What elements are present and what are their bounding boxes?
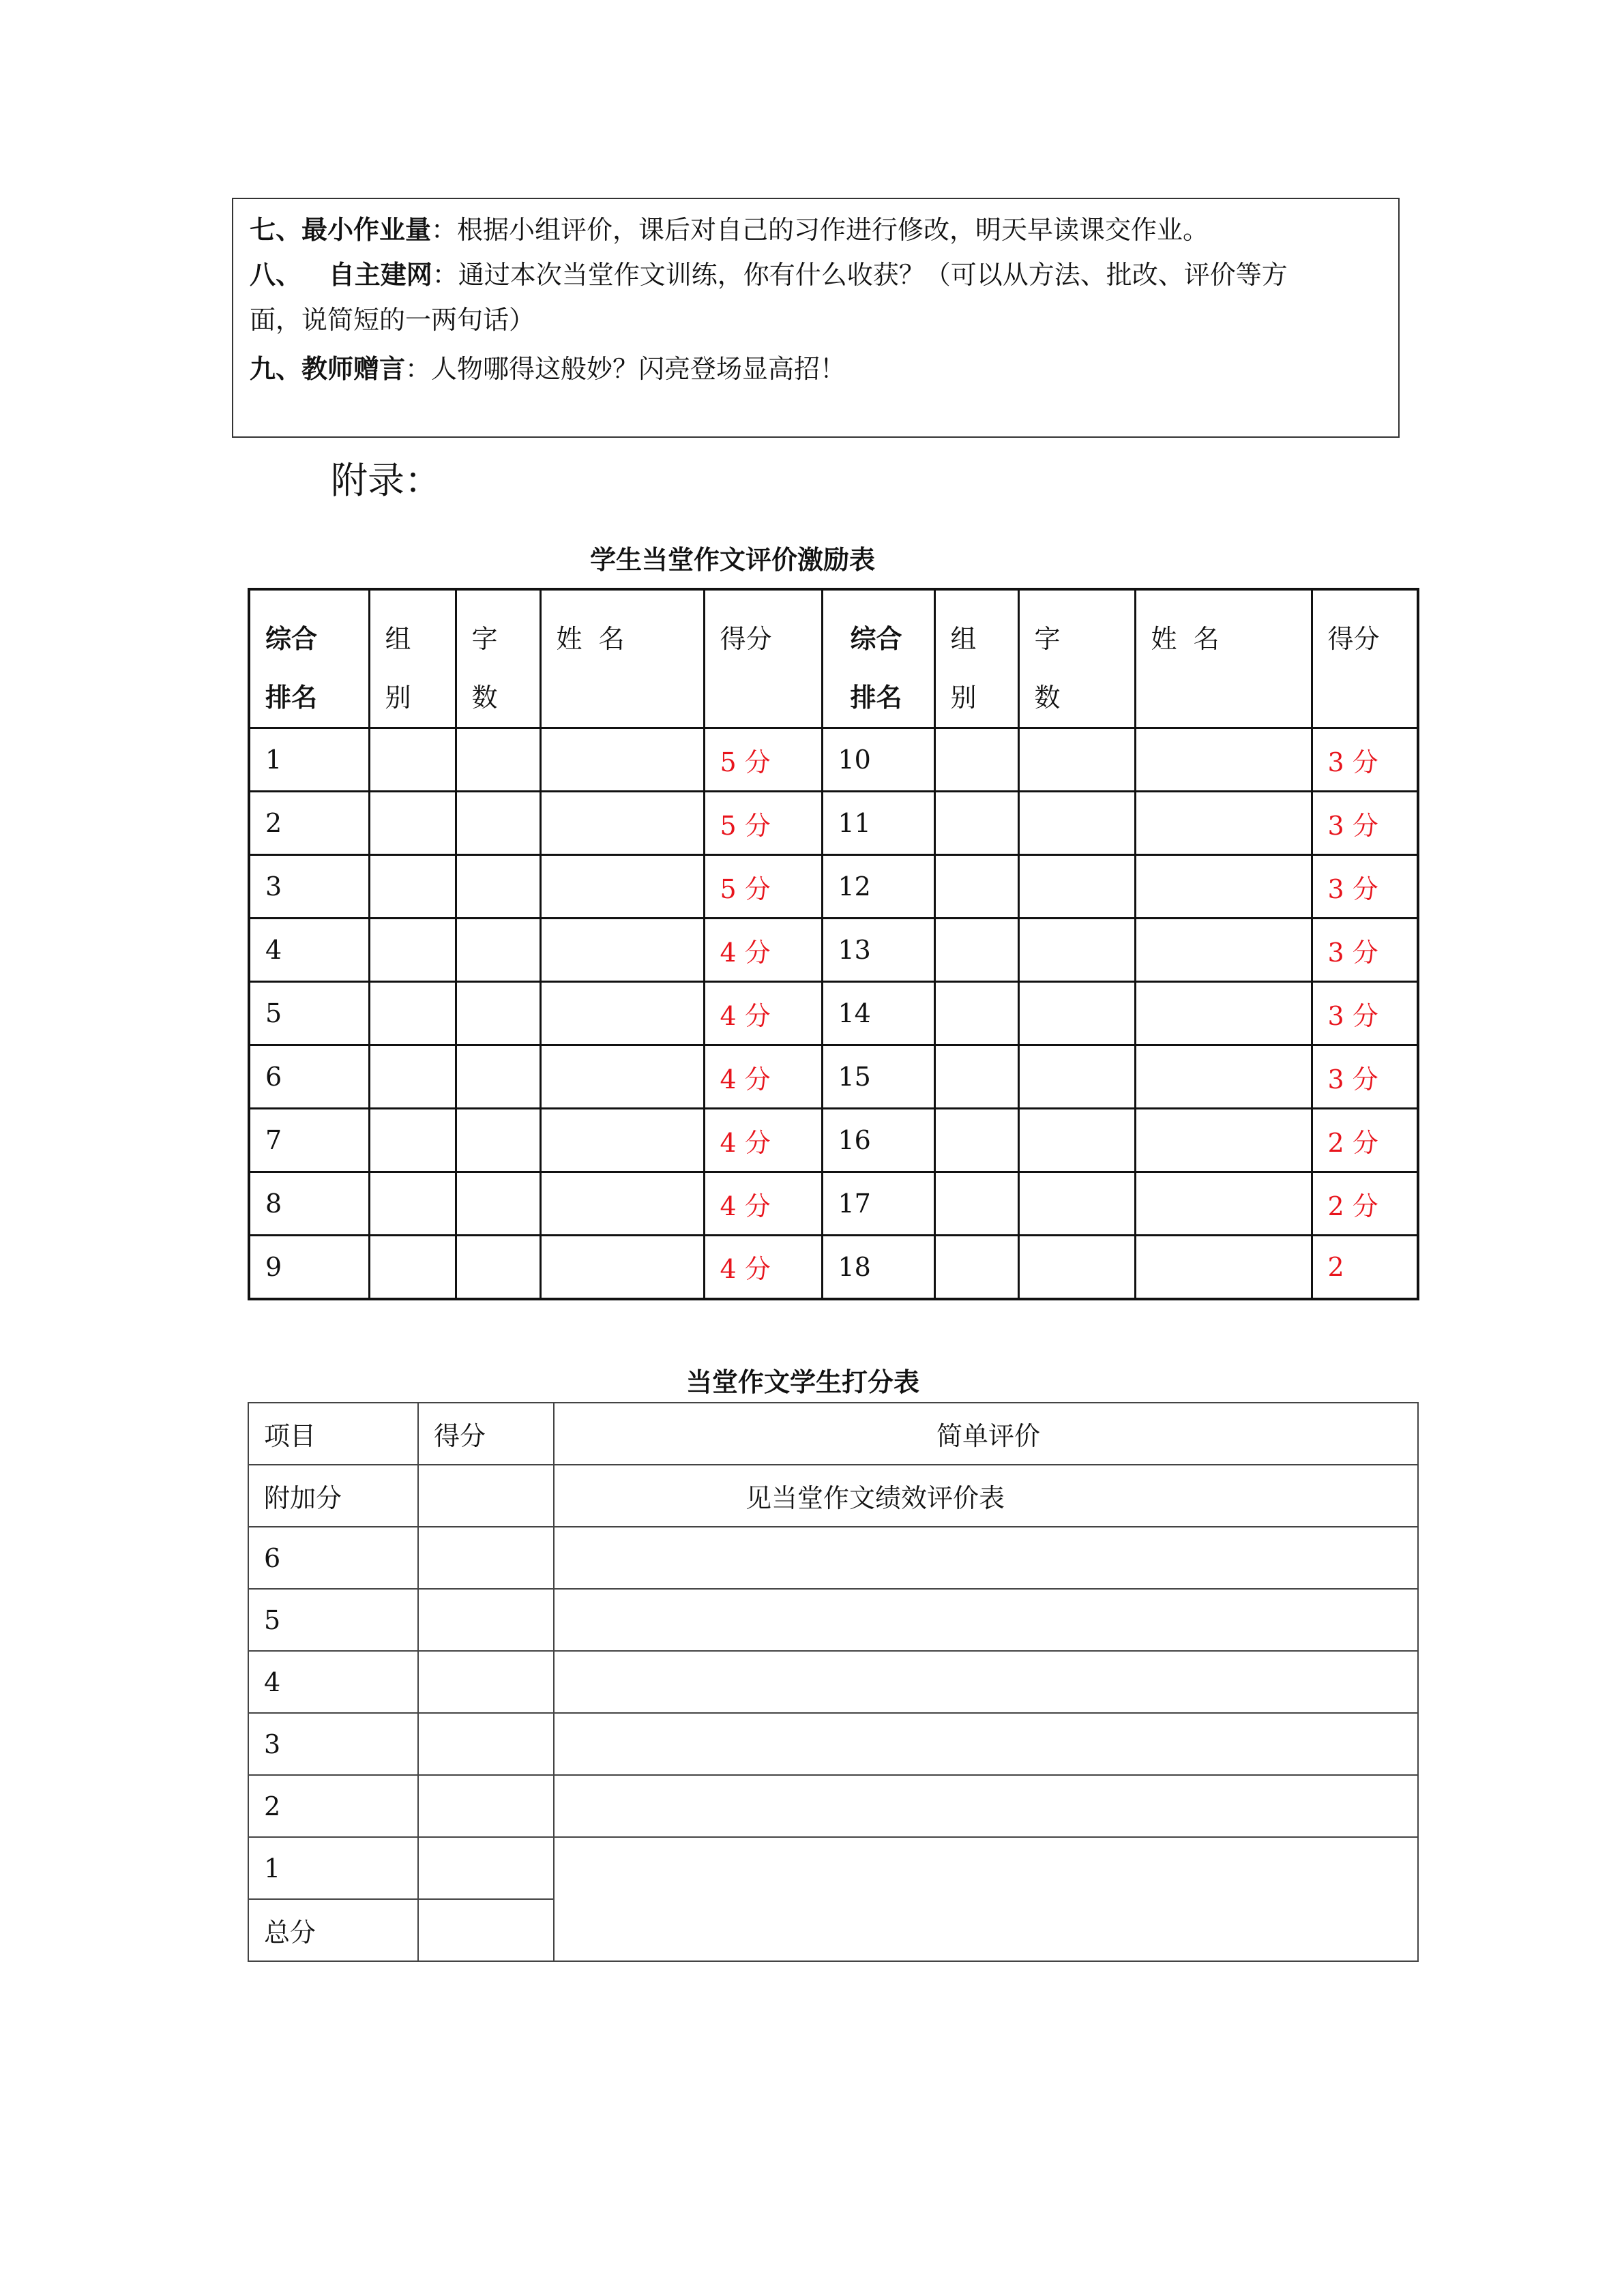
incentive-row — [249, 855, 1418, 919]
item-score-cell[interactable] — [418, 1837, 554, 1899]
header-score: 得分 — [704, 589, 822, 728]
group-cell[interactable] — [369, 919, 456, 982]
rank-cell: 16 — [822, 1109, 934, 1172]
score-cell: 4 分 — [704, 982, 822, 1045]
words-cell[interactable] — [456, 1109, 540, 1172]
step-8-line — [250, 252, 1382, 297]
group-cell[interactable] — [934, 728, 1018, 792]
name-cell[interactable] — [540, 1236, 704, 1299]
name-cell[interactable] — [1135, 982, 1312, 1045]
incentive-row — [249, 919, 1418, 982]
header-rank: 综合 排名 — [249, 589, 369, 728]
incentive-row — [249, 982, 1418, 1045]
header-score: 得分 — [418, 1403, 554, 1465]
score-cell: 3 分 — [1312, 982, 1418, 1045]
score-cell: 4 分 — [704, 919, 822, 982]
incentive-row — [249, 728, 1418, 792]
item-score-cell[interactable] — [418, 1527, 554, 1589]
rank-cell: 9 — [249, 1236, 369, 1299]
name-cell[interactable] — [540, 919, 704, 982]
group-cell[interactable] — [934, 1172, 1018, 1236]
incentive-row — [249, 1045, 1418, 1109]
name-cell[interactable] — [540, 855, 704, 919]
group-cell[interactable] — [934, 919, 1018, 982]
group-cell[interactable] — [369, 1109, 456, 1172]
group-cell[interactable] — [934, 855, 1018, 919]
step-8-label: 八、 自主建网 — [250, 260, 432, 290]
rank-cell: 7 — [249, 1109, 369, 1172]
bonus-label: 附加分 — [248, 1465, 418, 1527]
scoring-row — [248, 1589, 1418, 1651]
step-7-text: ：根据小组评价，课后对自己的习作进行修改，明天早读课交作业。 — [431, 215, 1209, 245]
item-comment-cell[interactable] — [554, 1713, 1418, 1775]
name-cell[interactable] — [540, 1045, 704, 1109]
group-cell[interactable] — [369, 1045, 456, 1109]
name-cell[interactable] — [1135, 1236, 1312, 1299]
bonus-row — [248, 1465, 1418, 1527]
rank-cell: 1 — [249, 728, 369, 792]
words-cell[interactable] — [456, 982, 540, 1045]
name-cell[interactable] — [1135, 1172, 1312, 1236]
scoring-row — [248, 1527, 1418, 1589]
rank-cell: 14 — [822, 982, 934, 1045]
words-cell[interactable] — [456, 1045, 540, 1109]
words-cell[interactable] — [1018, 982, 1135, 1045]
total-score-cell[interactable] — [418, 1899, 554, 1961]
name-cell[interactable] — [1135, 728, 1312, 792]
words-cell[interactable] — [1018, 792, 1135, 855]
words-cell[interactable] — [1018, 1172, 1135, 1236]
step-9-line — [250, 346, 1382, 391]
group-cell[interactable] — [369, 982, 456, 1045]
name-cell[interactable] — [1135, 1045, 1312, 1109]
score-cell: 2 分 — [1312, 1172, 1418, 1236]
words-cell[interactable] — [456, 855, 540, 919]
words-cell[interactable] — [1018, 1109, 1135, 1172]
words-cell[interactable] — [456, 1172, 540, 1236]
rank-cell: 18 — [822, 1236, 934, 1299]
incentive-row — [249, 1236, 1418, 1299]
rank-cell: 5 — [249, 982, 369, 1045]
name-cell[interactable] — [1135, 855, 1312, 919]
item-comment-cell[interactable] — [554, 1527, 1418, 1589]
score-cell: 3 分 — [1312, 792, 1418, 855]
incentive-header-row — [249, 589, 1418, 728]
header-score-2: 得分 — [1312, 589, 1418, 728]
score-cell: 4 分 — [704, 1172, 822, 1236]
rank-cell: 4 — [249, 919, 369, 982]
group-cell[interactable] — [369, 728, 456, 792]
item-label: 2 — [248, 1775, 418, 1837]
words-cell[interactable] — [1018, 728, 1135, 792]
scoring-table — [248, 1402, 1419, 1962]
item-label: 4 — [248, 1651, 418, 1713]
words-cell[interactable] — [456, 1236, 540, 1299]
group-cell[interactable] — [369, 1236, 456, 1299]
group-cell[interactable] — [934, 1045, 1018, 1109]
step-9-text: ：人物哪得这般妙？闪亮登场显高招！ — [405, 354, 846, 384]
rank-cell: 2 — [249, 792, 369, 855]
rank-cell: 10 — [822, 728, 934, 792]
step-7-line — [250, 207, 1382, 252]
incentive-row — [249, 792, 1418, 855]
rank-cell: 8 — [249, 1172, 369, 1236]
group-cell[interactable] — [934, 982, 1018, 1045]
name-cell[interactable] — [540, 1109, 704, 1172]
score-cell: 3 分 — [1312, 728, 1418, 792]
incentive-row — [249, 1172, 1418, 1236]
scoring-table-title: 当堂作文学生打分表 — [686, 1367, 920, 1397]
score-cell: 4 分 — [704, 1045, 822, 1109]
words-cell[interactable] — [456, 919, 540, 982]
merged-comment-cell[interactable] — [554, 1837, 1418, 1961]
scoring-row — [248, 1837, 1418, 1899]
item-comment-cell[interactable] — [554, 1589, 1418, 1651]
item-label: 1 — [248, 1837, 418, 1899]
item-score-cell[interactable] — [418, 1651, 554, 1713]
score-cell: 4 分 — [704, 1236, 822, 1299]
score-cell: 2 — [1312, 1236, 1418, 1299]
score-cell: 2 分 — [1312, 1109, 1418, 1172]
scoring-row — [248, 1651, 1418, 1713]
words-cell[interactable] — [1018, 919, 1135, 982]
name-cell[interactable] — [540, 982, 704, 1045]
rank-cell: 12 — [822, 855, 934, 919]
words-cell[interactable] — [1018, 855, 1135, 919]
group-cell[interactable] — [369, 792, 456, 855]
score-cell: 5 分 — [704, 792, 822, 855]
words-cell[interactable] — [1018, 1045, 1135, 1109]
step-8-text: ：通过本次当堂作文训练，你有什么收获？（可以从方法、批改、评价等方 — [432, 260, 1288, 290]
score-cell: 5 分 — [704, 855, 822, 919]
header-group: 组 别 — [369, 589, 456, 728]
incentive-table-title: 学生当堂作文评价激励表 — [590, 545, 876, 575]
words-cell[interactable] — [456, 792, 540, 855]
name-cell[interactable] — [1135, 919, 1312, 982]
score-cell: 3 分 — [1312, 919, 1418, 982]
header-comment: 简单评价 — [554, 1403, 1418, 1465]
header-words-2: 字 数 — [1018, 589, 1135, 728]
group-cell[interactable] — [369, 1172, 456, 1236]
rank-cell: 11 — [822, 792, 934, 855]
item-score-cell[interactable] — [418, 1775, 554, 1837]
score-cell: 4 分 — [704, 1109, 822, 1172]
step-8-continuation: 面，说简短的一两句话） — [250, 305, 535, 335]
item-label: 5 — [248, 1589, 418, 1651]
words-cell[interactable] — [456, 728, 540, 792]
bonus-comment: 见当堂作文绩效评价表 — [554, 1465, 1418, 1527]
group-cell[interactable] — [369, 855, 456, 919]
words-cell[interactable] — [1018, 1236, 1135, 1299]
name-cell[interactable] — [1135, 1109, 1312, 1172]
item-score-cell[interactable] — [418, 1589, 554, 1651]
group-cell[interactable] — [934, 1109, 1018, 1172]
header-group-2: 组 别 — [934, 589, 1018, 728]
scoring-row — [248, 1713, 1418, 1775]
header-name: 姓 名 — [540, 589, 704, 728]
header-item: 项目 — [248, 1403, 418, 1465]
header-name-2: 姓 名 — [1135, 589, 1312, 728]
scoring-row — [248, 1775, 1418, 1837]
score-cell: 3 分 — [1312, 855, 1418, 919]
item-score-cell[interactable] — [418, 1713, 554, 1775]
rank-cell: 15 — [822, 1045, 934, 1109]
incentive-row — [249, 1109, 1418, 1172]
bonus-score-cell[interactable] — [418, 1465, 554, 1527]
rank-cell: 3 — [249, 855, 369, 919]
name-cell[interactable] — [540, 728, 704, 792]
rank-cell: 13 — [822, 919, 934, 982]
item-label: 3 — [248, 1713, 418, 1775]
rank-cell: 6 — [249, 1045, 369, 1109]
item-label: 6 — [248, 1527, 418, 1589]
name-cell[interactable] — [540, 1172, 704, 1236]
appendix-heading: 附录： — [331, 459, 441, 502]
name-cell[interactable] — [1135, 792, 1312, 855]
step-9-label: 九、教师赠言 — [250, 354, 406, 384]
rank-cell: 17 — [822, 1172, 934, 1236]
item-comment-cell[interactable] — [554, 1775, 1418, 1837]
lesson-steps-box — [232, 198, 1400, 438]
scoring-header-row — [248, 1403, 1418, 1465]
header-rank-2: 综合 排名 — [822, 589, 934, 728]
item-comment-cell[interactable] — [554, 1651, 1418, 1713]
total-label: 总分 — [248, 1899, 418, 1961]
incentive-table — [248, 588, 1419, 1300]
header-words: 字 数 — [456, 589, 540, 728]
name-cell[interactable] — [540, 792, 704, 855]
group-cell[interactable] — [934, 1236, 1018, 1299]
score-cell: 5 分 — [704, 728, 822, 792]
score-cell: 3 分 — [1312, 1045, 1418, 1109]
step-7-label: 七、最小作业量 — [250, 215, 432, 245]
group-cell[interactable] — [934, 792, 1018, 855]
